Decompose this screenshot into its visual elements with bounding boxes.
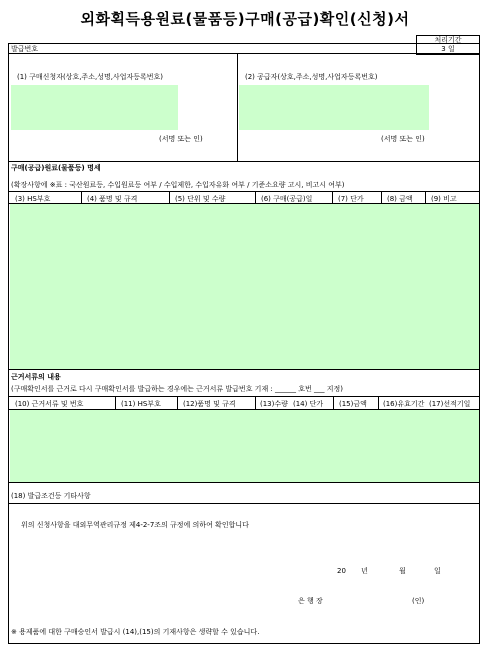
divider xyxy=(9,503,479,504)
processing-period-label: 처리기간 xyxy=(434,36,462,44)
divider xyxy=(177,396,178,409)
col-hs-code: (3) HS부호 xyxy=(15,195,51,203)
col-basis-hs: (11) HS부호 xyxy=(121,400,161,408)
divider xyxy=(381,191,382,203)
divider xyxy=(9,482,479,483)
applicant-sign: (서명 또는 인) xyxy=(159,135,203,143)
date-year: 년 xyxy=(361,567,368,575)
divider xyxy=(237,53,238,161)
issue-number-label: 발급번호 xyxy=(11,45,39,53)
form-frame xyxy=(8,43,480,644)
basis-title: 근거서류의 내용 xyxy=(11,373,61,381)
col-item-spec: (4) 품명 및 규격 xyxy=(87,195,138,203)
divider xyxy=(9,161,479,162)
col-unit-price: (7) 단가 xyxy=(338,195,364,203)
bank-seal: (인) xyxy=(412,597,425,605)
date-month: 월 xyxy=(399,567,406,575)
col-basis-amount: (15)금액 xyxy=(339,400,367,408)
divider xyxy=(332,191,333,203)
date-year-prefix: 20 xyxy=(337,567,346,575)
form-title: 외화획득용원료(물품등)구매(공급)확인(신청)서 xyxy=(80,10,410,28)
supplier-label: (2) 공급자(상호,주소,성명,사업자등록번호) xyxy=(245,73,378,81)
divider xyxy=(9,53,479,54)
divider xyxy=(9,396,479,397)
col-basis-doc: (10) 근거서류 및 번호 xyxy=(15,400,84,408)
divider xyxy=(425,191,426,203)
confirmation-text: 위의 신청사항을 대외무역관리규정 제4-2-7조의 규정에 의하여 확인합니다 xyxy=(21,521,249,529)
supplier-sign: (서명 또는 인) xyxy=(381,135,425,143)
col-remarks: (9) 비고 xyxy=(431,195,457,203)
applicant-input[interactable] xyxy=(11,85,178,130)
materials-table-body[interactable] xyxy=(10,204,479,369)
materials-title: 구매(공급)원료(물품등) 명세 xyxy=(11,164,101,172)
supplier-input[interactable] xyxy=(239,85,429,130)
divider xyxy=(9,191,479,192)
materials-note: (확장사항에 ※표 : 국산원료등, 수입원료등 여부 / 수입제한, 수입자유화 여부 / 기준소요량 고시, 비고시 여부) xyxy=(11,181,345,189)
divider xyxy=(378,396,379,409)
other-conditions-label: (18) 발급조건등 기타사항 xyxy=(11,492,91,500)
divider xyxy=(115,396,116,409)
col-unit-qty: (5) 단위 및 수량 xyxy=(175,195,226,203)
divider xyxy=(81,191,82,203)
col-purchase-date: (6) 구매(공급)일 xyxy=(261,195,313,203)
col-basis-price: (14) 단가 xyxy=(293,400,324,408)
col-basis-shipping: (17)선적기일 xyxy=(429,400,471,408)
col-amount: (8) 금액 xyxy=(387,195,413,203)
col-basis-validity: (16)유효기간 xyxy=(383,400,425,408)
date-day: 일 xyxy=(434,567,441,575)
col-basis-item: (12)품명 및 규격 xyxy=(183,400,236,408)
col-basis-qty: (13)수량 xyxy=(260,400,288,408)
basis-table-body[interactable] xyxy=(10,410,479,482)
basis-note: (구매확인서를 근거로 다시 구매확인서를 발급하는 경우에는 근거서류 발급번호 기재 : ______ 호번 ___ 지정) xyxy=(11,385,343,393)
bank-label: 은 행 장 xyxy=(298,597,323,605)
divider xyxy=(169,191,170,203)
processing-period-value: 3 일 xyxy=(441,45,455,53)
footnote: ※ 용제품에 대한 구매승인서 발급시 (14),(15)의 기재사항은 생략할 수 있습니다. xyxy=(11,628,260,636)
divider xyxy=(333,396,334,409)
divider xyxy=(255,191,256,203)
divider xyxy=(9,369,479,370)
divider xyxy=(255,396,256,409)
applicant-label: (1) 구매신청자(상호,주소,성명,사업자등록번호) xyxy=(17,73,163,81)
